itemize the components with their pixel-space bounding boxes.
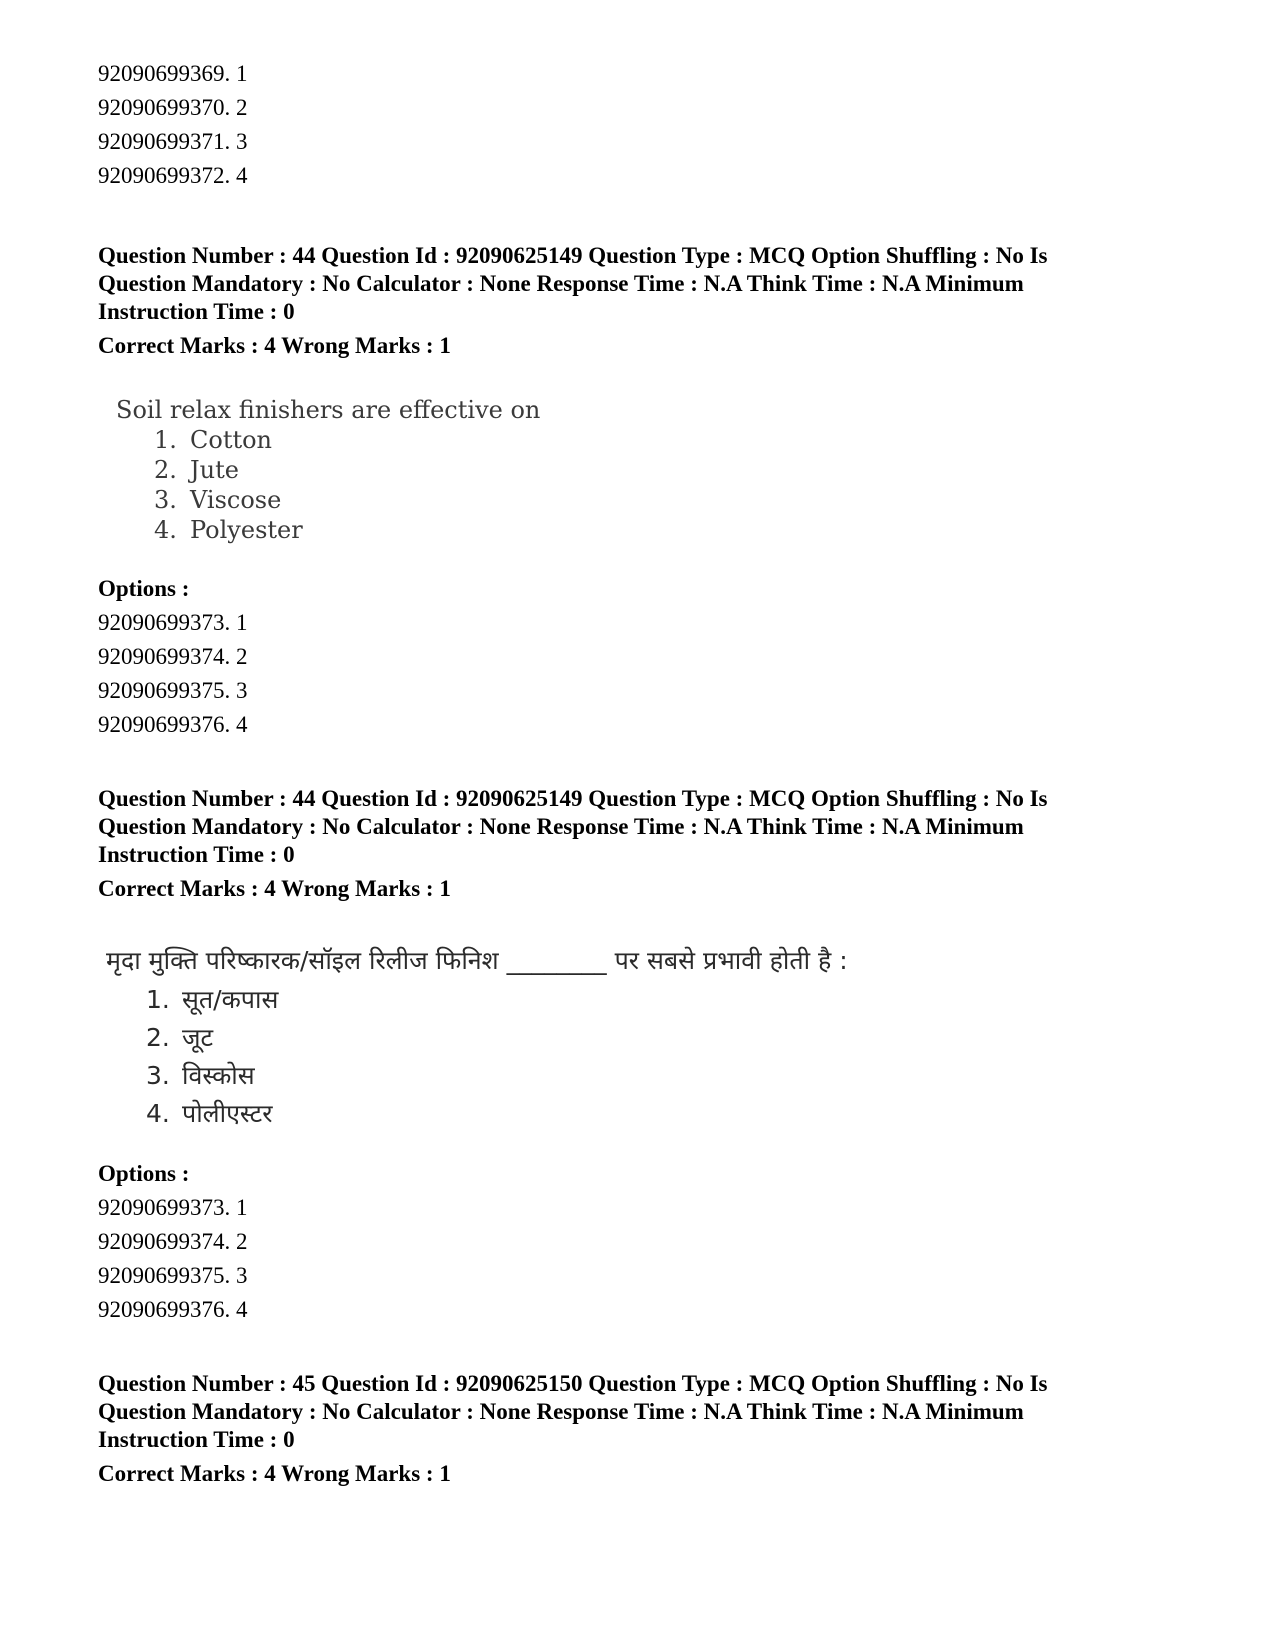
option-line: 92090699375. 3	[98, 678, 248, 703]
marks-line: Correct Marks : 4 Wrong Marks : 1	[98, 876, 451, 901]
options-label: Options :	[98, 1161, 190, 1186]
question-header-line: Instruction Time : 0	[98, 842, 295, 867]
option-line: 92090699369. 1	[98, 61, 248, 86]
option-line: 92090699376. 4	[98, 712, 248, 737]
question-header-line: Question Number : 44 Question Id : 92090625149 Question Type : MCQ Option Shuffling : No Is	[98, 786, 1048, 811]
question-header-line: Question Mandatory : No Calculator : None Response Time : N.A Think Time : N.A Minimum	[98, 1399, 1024, 1424]
question-choice: 3. Viscose	[154, 486, 282, 514]
option-line: 92090699376. 4	[98, 1297, 248, 1322]
question-header-line: Question Mandatory : No Calculator : None Response Time : N.A Think Time : N.A Minimum	[98, 814, 1024, 839]
option-line: 92090699374. 2	[98, 644, 248, 669]
option-line: 92090699373. 1	[98, 610, 248, 635]
option-line: 92090699373. 1	[98, 1195, 248, 1220]
option-line: 92090699370. 2	[98, 95, 248, 120]
question-header-line: Instruction Time : 0	[98, 1427, 295, 1452]
option-line: 92090699374. 2	[98, 1229, 248, 1254]
question-choice: 1. सूत/कपास	[146, 985, 279, 1014]
question-choice: 3. विस्कोस	[146, 1061, 255, 1090]
question-header-line: Question Number : 45 Question Id : 92090625150 Question Type : MCQ Option Shuffling : No Is	[98, 1371, 1048, 1396]
marks-line: Correct Marks : 4 Wrong Marks : 1	[98, 1461, 451, 1486]
marks-line: Correct Marks : 4 Wrong Marks : 1	[98, 333, 451, 358]
question-header-line: Instruction Time : 0	[98, 299, 295, 324]
option-line: 92090699371. 3	[98, 129, 248, 154]
question-choice: 4. पोलीएस्टर	[146, 1099, 273, 1128]
question-choice: 1. Cotton	[154, 426, 273, 454]
question-choice: 2. Jute	[154, 456, 239, 484]
question-header-line: Question Mandatory : No Calculator : None Response Time : N.A Think Time : N.A Minimum	[98, 271, 1024, 296]
option-line: 92090699372. 4	[98, 163, 248, 188]
question-stem: मृदा मुक्ति परिष्कारक/सॉइल रिलीज फिनिश ________ पर सबसे प्रभावी होती है :	[106, 946, 848, 975]
question-choice: 4. Polyester	[154, 516, 303, 544]
options-label: Options :	[98, 576, 190, 601]
option-line: 92090699375. 3	[98, 1263, 248, 1288]
question-stem: Soil relax finishers are effective on	[116, 396, 541, 424]
question-header-line: Question Number : 44 Question Id : 92090625149 Question Type : MCQ Option Shuffling : No Is	[98, 243, 1048, 268]
question-choice: 2. जूट	[146, 1023, 214, 1052]
